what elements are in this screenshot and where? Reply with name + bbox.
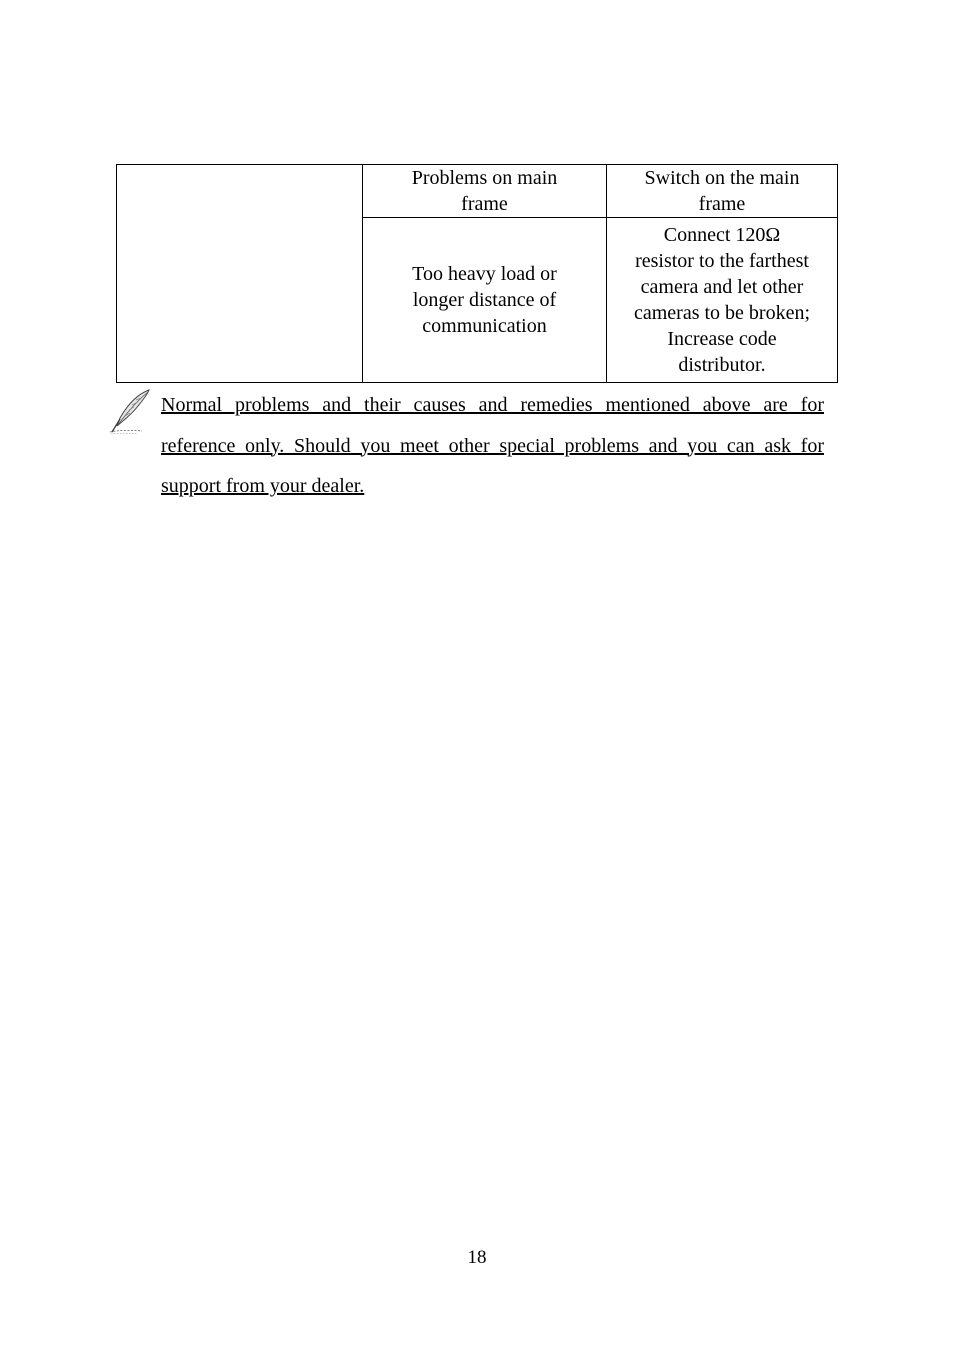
table-cell-remedy: Switch on the main frame: [607, 165, 838, 218]
table-cell-problem: [117, 165, 363, 383]
table-cell-remedy: Connect 120Ω resistor to the farthest camera and let other cameras to be broken; Increase code distributor.: [607, 218, 838, 383]
table-cell-cause: Too heavy load or longer distance of communication: [363, 218, 607, 383]
troubleshooting-table: [116, 164, 838, 383]
quill-pen-icon: [108, 388, 154, 436]
page-number: 18: [467, 1247, 487, 1268]
table-row: [117, 165, 838, 218]
table-cell-cause: Problems on main frame: [363, 165, 607, 218]
note-text: Normal problems and their causes and remedies mentioned above are for reference only. Should you meet other special problems and you can ask for support from your dealer.: [161, 394, 824, 497]
